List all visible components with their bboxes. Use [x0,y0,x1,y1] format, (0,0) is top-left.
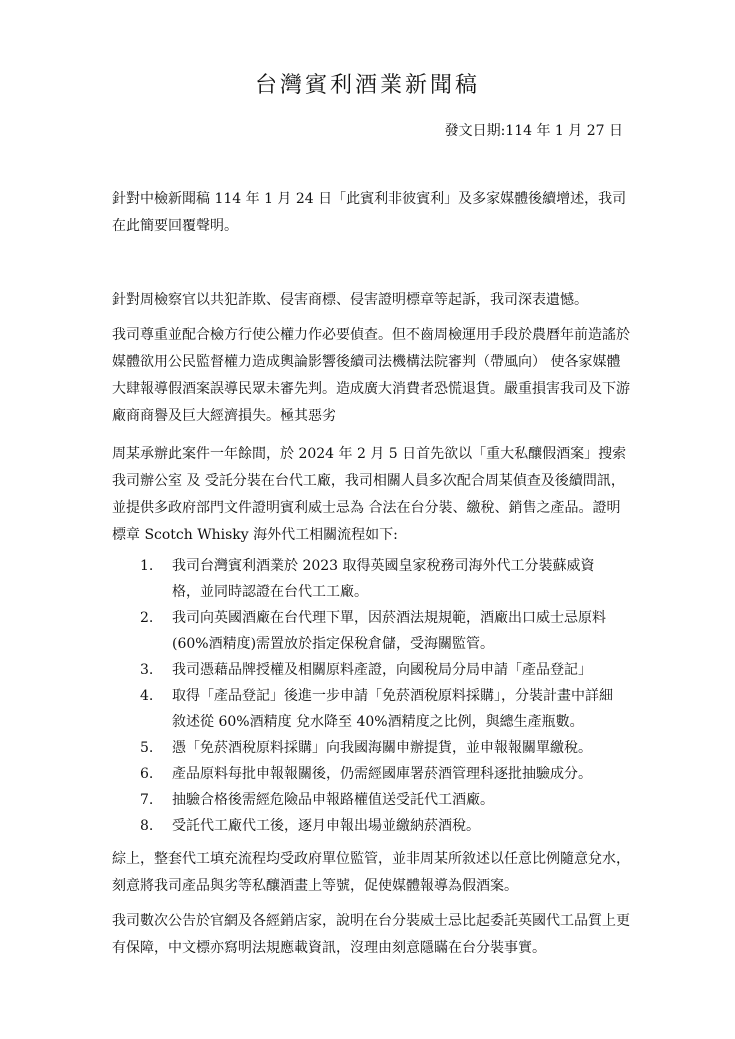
investigation-paragraph: 周某承辦此案件一年餘間，於 2024 年 2 月 5 日首先欲以「重大私釀假酒案」搜索 我司辦公室 及 受託分裝在台代工廠，我司相關人員多次配合周某偵查及後續問訊，並提供多政府部門文件證明賓利威士忌為 合法在台分裝、繳稅、銷售之產品。證明標章 Scotch Whisky 海外代工相關流程如下: [112,446,627,543]
step-text: 產品原料每批申報報關後，仍需經國庫署菸酒管理科逐批抽驗成分。 [172,766,592,782]
step-number: 1. [140,558,154,574]
step-number: 6. [140,766,154,782]
list-item [140,813,620,839]
list-item [140,553,620,605]
process-steps-list [140,553,620,839]
document-title: 台灣賓利酒業新聞稿 [254,73,480,98]
step-number: 3. [140,662,154,678]
list-item [140,683,620,735]
step-text: 我司台灣賓利酒業於 2023 取得英國皇家稅務司海外代工分裝蘇威資格，並同時認證在台代工工廠。 [172,558,595,600]
step-text: 取得「產品登記」後進一步申請「免菸酒稅原料採購」，分裝計畫中詳細敘述從 60%酒精度 兌水降至 40%酒精度之比例，與總生產瓶數。 [172,688,613,730]
step-text: 抽驗合格後需經危險品申報路權值送受託代工酒廠。 [172,792,494,808]
announcement-paragraph: 我司數次公告於官網及各經銷店家，說明在台分裝威士忌比起委託英國代工品質上更有保障，中文標亦寫明法規應載資訊，沒理由刻意隱瞞在台分裝事實。 [112,913,630,956]
respect-paragraph: 我司尊重並配合檢方行使公權力作必要偵查。但不齒周檢運用手段於農曆年前造謠於媒體欲用公民監督權力造成輿論影響後續司法機構法院審判（帶風向） 使各家媒體大肆報導假酒案誤導民眾未審先判。造成廣大消費者恐慌退貨。嚴重損害我司及下游廠商商譽及巨大經濟損失。極其惡劣 [112,327,630,424]
regret-paragraph: 針對周檢察官以共犯詐欺、侵害商標、侵害證明標章等起訴，我司深表遺憾。 [112,292,588,308]
step-text: 受託代工廠代工後，逐月申報出場並繳納菸酒稅。 [172,818,480,834]
step-text: 憑「免菸酒稅原料採購」向我國海關申辦提貨，並申報報關單繳稅。 [172,740,592,756]
step-number: 8. [140,818,154,834]
list-item [140,657,620,683]
list-item [140,605,620,657]
intro-paragraph: 針對中檢新聞稿 114 年 1 月 24 日「此賓利非彼賓利」及多家媒體後續增述，我司在此簡要回覆聲明。 [112,191,627,234]
issue-date: 發文日期:114 年 1 月 27 日 [444,123,623,139]
list-item [140,735,620,761]
step-number: 5. [140,740,154,756]
list-item [140,787,620,813]
step-text: 我司向英國酒廠在台代理下單，因菸酒法規規範，酒廠出口威士忌原料(60%酒精度)需置放於指定保稅倉儲，受海關監管。 [172,610,606,652]
conclusion-paragraph: 綜上，整套代工填充流程均受政府單位監管，並非周某所敘述以任意比例隨意兌水，刻意將我司產品與劣等私釀酒畫上等號，促使媒體報導為假酒案。 [112,851,630,894]
step-number: 4. [140,688,154,704]
step-text: 我司憑藉品牌授權及相關原料產證，向國稅局分局申請「產品登記」 [172,662,592,678]
list-item [140,761,620,787]
step-number: 7. [140,792,154,808]
step-number: 2. [140,610,154,626]
